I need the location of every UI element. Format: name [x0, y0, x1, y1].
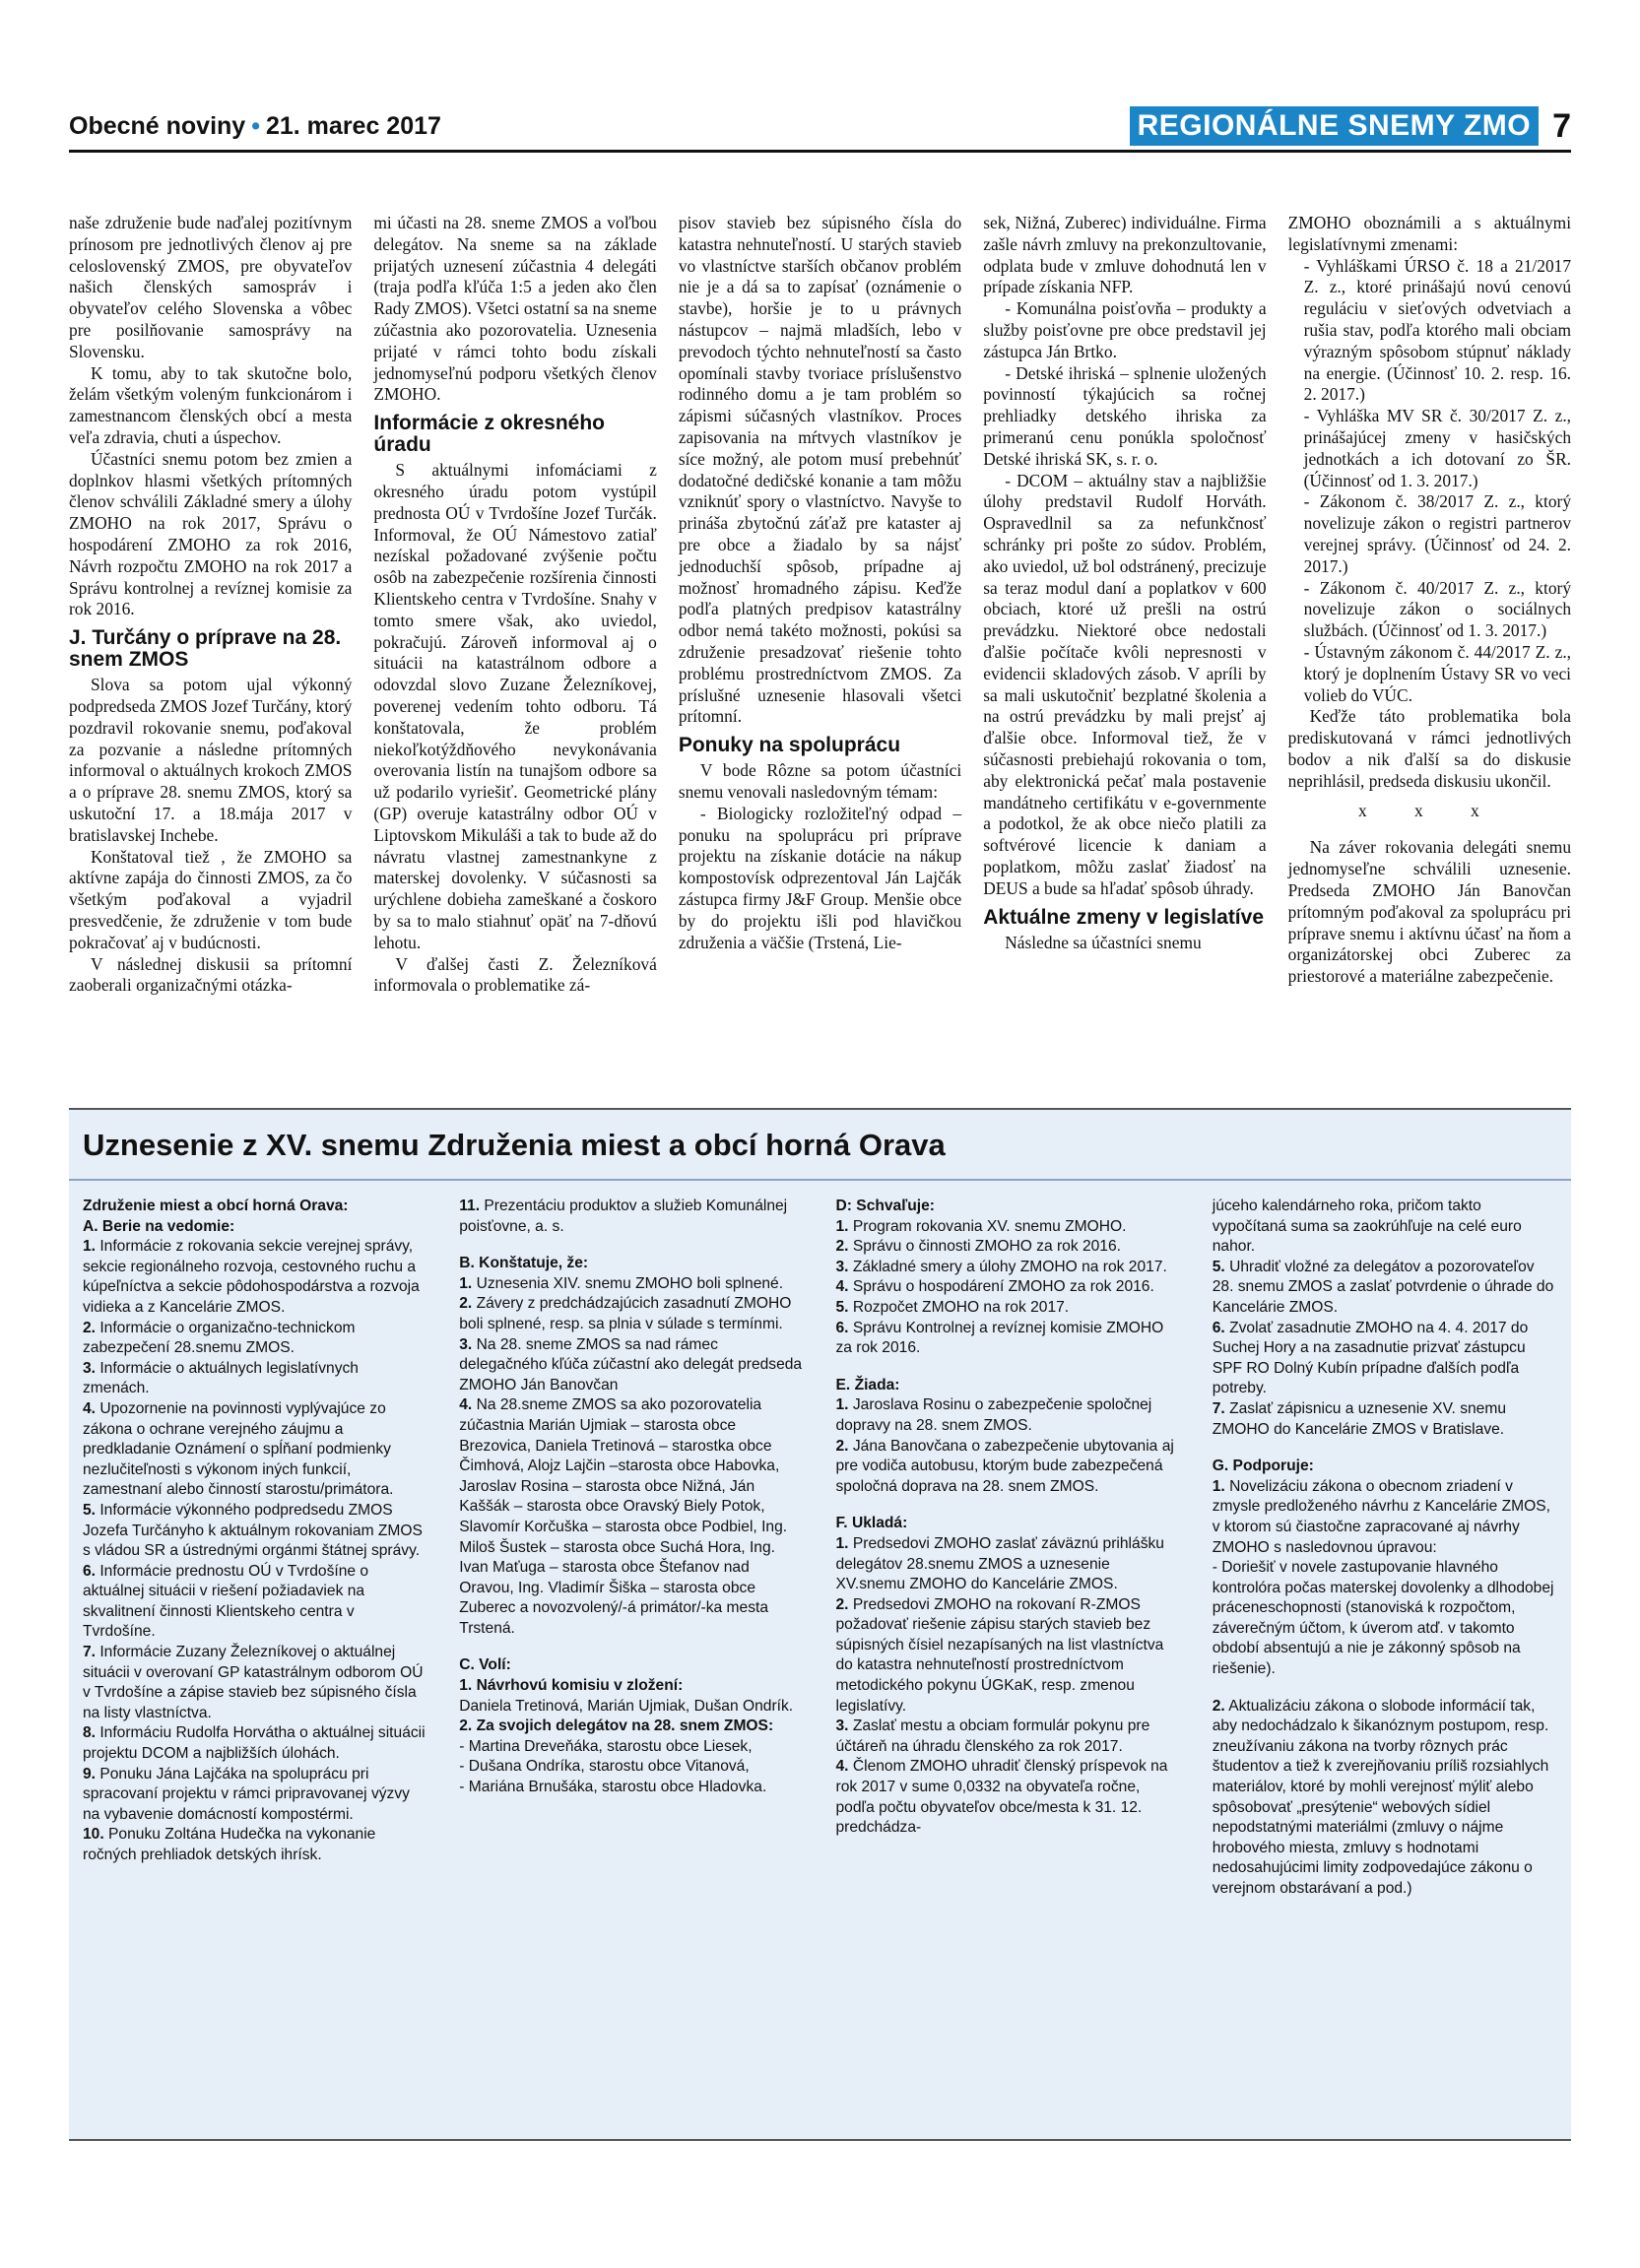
title-divider: [69, 1179, 1571, 1181]
resolution-item: 2. Správu o činnosti ZMOHO za rok 2016.: [835, 1238, 1121, 1256]
page-number: 7: [1552, 106, 1571, 145]
subheading: J. Turčány o príprave na 28. snem ZMOS: [69, 626, 342, 672]
resolution-column-4: [1213, 1197, 1555, 1900]
resolution-item: 1. Informácie z rokovania sekcie verejnej správy, sekcie regionálneho rozvoja, cestovného ruchu a kúpeľníctva a sekcie pôdohospodárstva a rozvoja vidieka a z Kancelárie ZMOS.: [83, 1238, 420, 1316]
subsection-heading: 1. Návrhovú komisiu v zložení:: [459, 1677, 684, 1695]
resolution-item: 2. Predsedovi ZMOHO na rokovaní R-ZMOS požadovať riešenie zápisu starých stavieb bez súpisných čísiel nezapísaných na list vlastníctva do katastra nehnuteľností prostredníctvom metodického pokynu ÚGKaK, resp. zmenou legislatívy.: [835, 1595, 1164, 1715]
paragraph: V bode Rôzne sa potom účastníci snemu venovali nasledovným témam:: [678, 760, 962, 802]
resolution-item: 1. Jaroslava Rosinu o zabezpečenie spoločnej dopravy na 28. snem ZMOS.: [835, 1396, 1152, 1434]
resolution-subitem: - Doriešiť v novele zastupovanie hlavného kontrolóra počas materskej dovolenky a dlhodobej práceneschopnosti (stanoviská k rozpočtom, záverečným účtom, k úverom atď. v takomto období absentujú a nie je zákonný spôsob na riešenie).: [1212, 1559, 1554, 1678]
page-header: [69, 106, 1571, 153]
paragraph: V ďalšej časti Z. Železníková informovala o problematike zá-: [373, 953, 657, 996]
resolution-box: [69, 1108, 1571, 2141]
resolution-item: 4. Správu o hospodárení ZMOHO za rok 2016.: [835, 1278, 1154, 1296]
section-heading-b: B. Konštatuje, že:: [459, 1255, 589, 1272]
legislation-item: - Ústavným zákonom č. 44/2017 Z. z., ktorý je doplnením Ústavy SR vo veci volieb do VÚC.: [1303, 641, 1572, 705]
section-heading-f: F. Ukladá:: [835, 1515, 908, 1532]
resolution-item: 5. Rozpočet ZMOHO na rok 2017.: [835, 1298, 1070, 1316]
article-column-2: [373, 213, 656, 1099]
section-header: [1130, 106, 1571, 146]
resolution-item: 3. Informácie o aktuálnych legislatívnych zmenách.: [83, 1359, 359, 1397]
continued-text: júceho kalendárneho roka, pričom takto vypočítaná suma sa zaokrúhľuje na celé euro nahor.: [1212, 1198, 1522, 1256]
paragraph: - Biologicky rozložiteľný odpad – ponuku na spoluprácu pri príprave projektu na získanie dotácie na nákup kompostovísk odprezentoval Ján Lajčák zástupca firmy J&F Group. Menšie obce by do projektu išli pod hlavičkou združenia a väčšie (Trstená, Lie-: [678, 803, 962, 952]
resolution-item: 1. Novelizáciu zákona o obecnom zriadení v zmysle predloženého návrhu z Kancelárie ZMOS, v ktorom sú čiastočne zapracované aj návrhy ZMOHO s nasledovnou úpravou:: [1212, 1477, 1550, 1556]
paragraph: Slova sa potom ujal výkonný podpredseda ZMOS Jozef Turčány, ktorý pozdravil rokovanie snemu, poďakoval za pozvanie a následne prítomných informoval o aktuálnych krokoch ZMOS a o príprave 28. snemu ZMOS, ktorý sa uskutoční 17. a 18.mája 2017 v bratislavskej Inchebe.: [69, 675, 353, 845]
resolution-item: 6. Zvolať zasadnutie ZMOHO na 4. 4. 2017 do Suchej Hory a na zasadnutie prizvať zástupcu SPF RO Dolný Kubín prípadne ďalších podľa potreby.: [1212, 1319, 1529, 1397]
paragraph: Následne sa účastníci snemu: [1005, 932, 1202, 952]
delegate-line: - Mariána Brnušáka, starostu obce Hladovka.: [459, 1779, 767, 1796]
section-heading-g: G. Podporuje:: [1212, 1458, 1314, 1475]
resolution-item: 3. Na 28. sneme ZMOS sa nad rámec delegačného kľúča zúčastní ako delegát predseda ZMOHO Ján Banovčan: [459, 1335, 803, 1393]
paragraph: Keďže táto problematika bola prediskutovaná v rámci jednotlivých bodov a nik ďalší sa do diskusie neprihlásil, predseda diskusiu ukončil.: [1287, 706, 1572, 791]
resolution-item: 9. Ponuku Jána Lajčáka na spoluprácu pri spracovaní projektu v rámci pripravovanej výzvy na vybavenie domácností kompostérmi.: [83, 1765, 410, 1823]
resolution-item: 10. Ponuku Zoltána Hudečka na vykonanie ročných prehliadok detských ihrísk.: [83, 1826, 376, 1863]
resolution-item: 1. Program rokovania XV. snemu ZMOHO.: [835, 1217, 1127, 1235]
resolution-column-2: [459, 1197, 802, 1900]
resolution-item: 8. Informáciu Rudolfa Horvátha o aktuálnej situácii projektu DCOM a najbližších úlohách.: [83, 1724, 426, 1763]
paragraph: - Komunálna poisťovňa – produkty a služby poisťovne pre obce predstavil jej zástupca Ján Brtko.: [983, 298, 1267, 361]
subsection-heading: 2. Za svojich delegátov na 28. snem ZMOS:: [459, 1717, 774, 1735]
article-column-5: [1288, 213, 1571, 1099]
section-heading-e: E. Žiada:: [835, 1376, 900, 1393]
resolution-item: 5. Uhradiť vložné za delegátov a pozorovateľov 28. snemu ZMOS a zaslať potvrdenie o úhrade do Kancelárie ZMOS.: [1212, 1258, 1554, 1316]
article-column-3: [679, 213, 961, 1099]
paragraph: Konštatoval tiež , že ZMOHO sa aktívne zapája do činnosti ZMOS, za čo všetkým poďakoval a vyjadril presvedčenie, že združenie v tom bude pokračovať aj v budúcnosti.: [69, 846, 353, 952]
subheading: Aktuálne zmeny v legislatíve: [983, 905, 1265, 929]
section-heading-d: D: Schvaľuje:: [835, 1198, 935, 1214]
resolution-item: 7. Informácie Zuzany Železníkovej o aktuálnej situácii v overovaní GP katastrálnym odborom OÚ v Tvrdošíne a zápise stavieb bez súpisného čísla na listy vlastníctva.: [83, 1644, 424, 1721]
member-list: Daniela Tretinová, Marián Ujmiak, Dušan Ondrík.: [459, 1697, 794, 1715]
section-separator: x x x: [1357, 800, 1501, 820]
delegate-line: - Dušana Ondríka, starostu obce Vitanová,: [459, 1758, 750, 1776]
section-tag: REGIONÁLNE SNEMY ZMO: [1130, 106, 1539, 146]
paragraph: sek, Nižná, Zuberec) individuálne. Firma zašle návrh zmluvy na prekonzultovanie, odplata bude v zmluve dohodnutá len v prípade získania NFP.: [983, 213, 1267, 297]
paragraph: mi účasti na 28. sneme ZMOS a voľbou delegátov. Na sneme sa na základe prijatých uznesení zúčastnia 4 delegáti (traja podľa kľúča 1:5 a jeden ako člen Rady ZMOS). Všetci ostatní sa na sneme zúčastnia ako pozorovatelia. Uznesenia prijaté v rámci tohto bodu získali jednomyseľnú podporu všetkých členov ZMOHO.: [373, 213, 657, 405]
section-heading-c: C. Volí:: [459, 1656, 511, 1674]
resolution-item: 11. Prezentáciu produktov a služieb Komunálnej poisťovne, a. s.: [459, 1198, 788, 1235]
article-body: [69, 213, 1571, 1099]
section-heading-a: A. Berie na vedomie:: [83, 1217, 235, 1235]
paragraph: pisov stavieb bez súpisného čísla do katastra nehnuteľností. U starých stavieb vo vlastníctve starších občanov problém nie je a dá sa to zapísať (oznámenie o stavbe), horšie je to u právnych nástupcov – najmä mladších, lebo v prevodoch týchto nehnuteľností sa často opomínali stavby tvoriace príslušenstvo rodinného domu a je tam problém so zápismi súčasných vlastníkov. Proces zapisovania na mŕtvych vlastníkov je síce možný, ale potom musí prebehnúť dodatočné dedičské konanie a tam môžu vzniknúť spory o vlastníctvo. Navyše to prináša zbytočnú záťaž pre kataster aj pre obce a žiadalo by sa nájsť jednoduchší spôsob, prípadne aj možnosť hromadného zápisu. Keďže podľa platných predpisov katastrálny odbor nemá takéto možnosti, pokúsi sa združenie presadzovať riešenie tohto problému prostredníctvom ZMOS. Za príslušné uznesenie hlasovali všetci prítomní.: [678, 213, 962, 727]
resolution-title: Uznesenie z XV. snemu Združenia miest a obcí horná Orava: [83, 1128, 946, 1162]
resolution-item: 7. Zaslať zápisnicu a uznesenie XV. snemu ZMOHO do Kancelárie ZMOS v Bratislave.: [1212, 1399, 1507, 1438]
paragraph: S aktuálnymi infomáciami z okresného úradu potom vystúpil prednosta OÚ v Tvrdošíne Jozef Turčák. Informoval, že OÚ Námestovo zatiaľ nezískal požadované zvýšenie počtu osôb na zabezpečenie rozšírenia činnosti Klientskeho centra v Tvrdošíne. Snahy v tomto smere však, ako uviedol, pokračujú. Zároveň informoval aj o situácii na katastrálnom odbore a odovzdal slovo Zuzane Železníkovej, poverenej vedením tohto odboru. Tá konštatovala, že problém niekoľkotýždňového nevykonávania overovania listín na tunajšom odbore sa už podarilo vyriešiť. Geometrické plány (GP) overuje katastrálny odbor OÚ v Liptovskom Mikuláši a tak to bude až do návratu vlastnej zamestnankyne z materskej dovolenky. V súčasnosti sa urýchlene dobieha zameškané a čoskoro by sa to malo stiahnuť opäť na 7-dňovú lehotu.: [373, 460, 657, 952]
resolution-item: 3. Základné smery a úlohy ZMOHO na rok 2017.: [835, 1258, 1167, 1275]
resolution-item: 1. Predsedovi ZMOHO zaslať záväznú prihlášku delegátov 28.snemu ZMOS a uznesenie XV.snemu ZMOHO do Kancelárie ZMOS.: [835, 1534, 1164, 1593]
paper-name: Obecné noviny: [69, 112, 246, 140]
paragraph: naše združenie bude naďalej pozitívnym prínosom pre jednotlivých členov aj pre celoslovenský ZMOS, pre obyvateľov našich členských samospráv i obyvateľov celého Slovenska a vôbec pre posilňovanie samosprávy na Slovensku.: [69, 213, 353, 361]
paragraph: ZMOHO oboznámili a s aktuálnymi legislatívnymi zmenami:: [1287, 213, 1572, 254]
legislation-item: - Vyhláška MV SR č. 30/2017 Z. z., prinášajúcej zmeny v hasičských jednotkách a ich dotovaní zo ŠR. (Účinnosť od 1. 3. 2017.): [1303, 406, 1572, 490]
resolution-item: 2. Informácie o organizačno-technickom zabezpečení 28.snemu ZMOS.: [83, 1319, 356, 1357]
resolution-item: 1. Uznesenia XIV. snemu ZMOHO boli splnené.: [459, 1274, 784, 1292]
org-heading: Združenie miest a obcí horná Orava:: [83, 1198, 349, 1214]
resolution-item: 6. Správu Kontrolnej a revíznej komisie ZMOHO za rok 2016.: [835, 1319, 1164, 1357]
paragraph: Účastníci snemu potom bez zmien a doplnkov hlasmi všetkých prítomných členov schválili Základné smery a úlohy ZMOHO na rok 2017, Správu o hospodárení ZMOHO za rok 2016, Návrh rozpočtu ZMOHO na rok 2017 a Správu kontrolnej a revíznej komisie za rok 2016.: [69, 448, 353, 619]
resolution-item: 2. Jána Banovčana o zabezpečenie ubytovania aj pre vodiča autobusu, ktorým bude zabezpečená spoločná doprava na 28. snem ZMOS.: [835, 1437, 1174, 1495]
article-column-1: [69, 213, 352, 1099]
resolution-column-3: [836, 1197, 1179, 1900]
paragraph: V následnej diskusii sa prítomní zaoberali organizačnými otázka-: [69, 953, 353, 996]
resolution-item: 4. Členom ZMOHO uhradiť členský príspevok na rok 2017 v sume 0,0332 na obyvateľa ročne, podľa počtu obyvateľov obce/mesta k 31. 12. predchádza-: [835, 1758, 1168, 1837]
paragraph: Na záver rokovania delegáti snemu jednomyseľne schválili uznesenie. Predseda ZMOHO Ján Banovčan prítomným poďakoval za spoluprácu pri príprave snemu i aktívnu účasť na ňom a organizátorskej obci Zuberec za priestorové a materiálne zabezpečenie.: [1287, 837, 1572, 987]
separator-dot: •: [251, 112, 260, 140]
issue-date: 21. marec 2017: [265, 112, 441, 140]
legislation-item: - Zákonom č. 38/2017 Z. z., ktorý novelizuje zákon o registri partnerov verejnej správy. (Účinnosť od 24. 2. 2017.): [1303, 491, 1572, 576]
resolution-column-1: [83, 1197, 426, 1900]
delegate-line: - Martina Dreveňáka, starostu obce Liesek,: [459, 1737, 753, 1755]
legislation-item: - Zákonom č. 40/2017 Z. z., ktorý novelizuje zákon o sociálnych službách. (Účinnosť od 1. 3. 2017.): [1303, 577, 1572, 641]
resolution-item: 4. Upozornenie na povinnosti vyplývajúce zo zákona o ochrane verejného záujmu a predkladanie Oznámení o spĺňaní podmienky nezlučiteľnosti s výkonom iných funkcií, zamestnaní alebo činností starostu/primátora.: [83, 1399, 394, 1499]
resolution-item: 5. Informácie výkonného podpredsedu ZMOS Jozefa Turčányho k aktuálnym rokovaniam ZMOS s vládou SR a ústrednými orgánmi štátnej správy.: [83, 1501, 423, 1560]
resolution-item: 6. Informácie prednostu OÚ v Tvrdošíne o aktuálnej situácii v riešení požiadaviek na skvalitnení činnosti Klientskeho centra v Tvrdošíne.: [83, 1562, 369, 1641]
subheading: Informácie z okresného úradu: [373, 412, 605, 457]
legislation-item: - Vyhláškami ÚRSO č. 18 a 21/2017 Z. z., ktoré prinášajú novú cenovú reguláciu v sieťových odvetviach a rušia stav, podľa ktorého mali obciam výrazným spôsobom stúpnuť náklady na energie. (Účinnosť 10. 2. resp. 16. 2. 2017.): [1303, 255, 1572, 405]
masthead: [69, 112, 441, 141]
resolution-item: 2. Aktualizáciu zákona o slobode informácií tak, aby nedochádzalo k šikanóznym postupom, resp. zneužívaniu zákona na tvorby rôznych prác študentov a tiež k zverejňovaniu príliš rozsiahlych materiálov, ktoré by mohli verejnosť mýliť alebo spôsobovať „presýtenie“ webových sídiel nepodstatnými materiálmi (zmluvy o nájme hrobového miesta, zmluvy s hodnotami nedosahujúcimi limity zodpovedajúce zákonu o verejnom obstarávaní a pod.): [1212, 1697, 1549, 1897]
article-column-4: [983, 213, 1266, 1099]
paragraph: - DCOM – aktuálny stav a najbližšie úlohy predstavil Rudolf Horváth. Ospravedlnil sa za nefunkčnosť schránky pri pošte zo súdov. Problém, ako uviedol, už bol odstránený, precizuje sa teraz modul daní a poplatkov v 600 obciach, ktoré už prešli na ostrú prevádzku. Niektoré obce nedostali ďalšie počítače kvôli nepresnosti v evidencii skladových zásob. V apríli by sa mali uskutočniť bezplatné školenia a na ostrú prevádzku by mali prejsť aj ďalšie obce. Informoval tiež, že v súčasnosti prebiehajú rokovania o tom, aby elektronická pečať mala postavenie mandátneho certifikátu v e-governmente a podotkol, že ak obce niečo platili za softvérové licencie k daniam a poplatkom, môžu zaslať žiadosť na DEUS a bude sa hľadať spôsob úhrady.: [983, 470, 1267, 898]
subheading: Ponuky na spoluprácu: [678, 734, 901, 757]
paragraph: K tomu, aby to tak skutočne bolo, želám všetkým voleným funkcionárom i zamestnancom členských obcí a mesta veľa zdravia, chuti a úspechov.: [69, 362, 353, 447]
resolution-item: 2. Závery z predchádzajúcich zasadnutí ZMOHO boli splnené, resp. sa plnia v súlade s termínmi.: [459, 1295, 792, 1332]
resolution-columns: [83, 1197, 1555, 1900]
paragraph: - Detské ihriská – splnenie uložených povinností týkajúcich sa ročnej prehliadky detského ihriska za primeranú cenu ponúkla spoločnosť Detské ihriská SK, s. r. o.: [983, 362, 1267, 469]
resolution-item: 4. Na 28.sneme ZMOS sa ako pozorovatelia zúčastnia Marián Ujmiak – starosta obce Brezovica, Daniela Tretinová – starostka obce Čimhová, Alojz Lajčin –starosta obce Habovka, Jaroslav Rosina – starosta obce Nižná, Ján Kaššák – starosta obce Oravský Biely Potok, Slavomír Korčuška – starosta obce Podbiel, Ing. Miloš Šustek – starosta obce Suchá Hora, Ing. Ivan Maťuga – starosta obce Štefanov nad Oravou, Ing. Vladimír Šiška – starosta obce Zuberec a novozvolený/-á primátor/-ka mesta Trstená.: [459, 1396, 788, 1637]
resolution-item: 3. Zaslať mestu a obciam formulár pokynu pre účtáreň na úhradu členského za rok 2017.: [835, 1717, 1150, 1755]
